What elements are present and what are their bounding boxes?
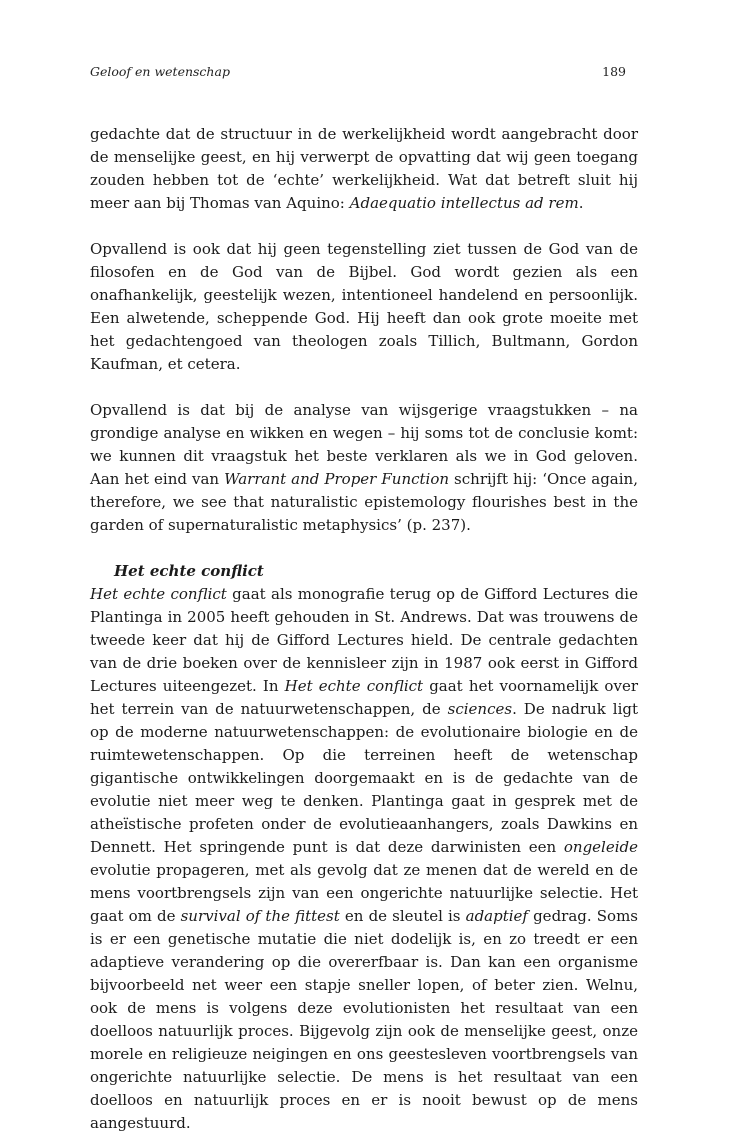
text-run: schrijft hij: ‘Once again, therefore, we see that naturalistic epistemology flourishes best in the garden of supernaturalistic metaphysics’ (p. 237). <box>90 470 638 534</box>
text-run: gedachte dat de structuur in de werkelijkheid wordt aangebracht door de menselijke geest, en hij verwerpt de opvatting dat wij geen toegang zouden hebben tot de ‘echte’ werkelijkheid. Wat dat betreft sluit hij meer aan bij Thomas van Aquino: <box>90 125 638 212</box>
italic-text-run: Adaequatio intellectus ad rem <box>349 194 579 212</box>
text-run: . De nadruk ligt op de moderne natuurwetenschappen: de evolutionaire biologie en de ruimtewetenschappen. Op die terreinen heeft de wetenschap gigantische ontwikkelingen doorgemaakt en is de gedachte van de evolutie niet meer weg te denken. Plantinga gaat in gesprek met de atheïstische profeten onder de evolutieaanhangers, zoals Dawkins en Dennett. Het springende punt is dat deze darwinisten een <box>90 700 638 856</box>
italic-text-run: Warrant and Proper Function <box>224 470 450 488</box>
text-run: Opvallend is ook dat hij geen tegenstelling ziet tussen de God van de filosofen en de God van de Bijbel. God wordt gezien als een onafhankelijk, geestelijk wezen, intentioneel handelend en persoonlijk. Een alwetende, scheppende God. Hij heeft dan ook grote moeite met het gedachtengoed van theologen zoals Tillich, Bultmann, Gordon Kaufman, et cetera. <box>90 240 638 373</box>
running-header <box>90 64 626 79</box>
paragraph-gap <box>90 537 638 560</box>
italic-text-run: ongeleide <box>563 838 638 856</box>
paragraph-2 <box>90 238 638 376</box>
italic-text-run: survival of the fittest <box>180 907 340 925</box>
page-number: 189 <box>602 64 626 79</box>
italic-text-run: sciences <box>447 700 513 718</box>
text-run: evolutie propageren, met als gevolg dat ze menen dat de wereld en de mens voortbrengsels zijn van een ongerichte natuurlijke selectie. Het gaat om de <box>90 861 638 925</box>
paragraph-1 <box>90 123 638 215</box>
paragraph-gap <box>90 376 638 399</box>
running-title: Geloof en wetenschap <box>90 64 230 79</box>
paragraph-gap <box>90 215 638 238</box>
section-heading: Het echte conflict <box>114 562 264 580</box>
text-run: gaat als monografie terug op de Gifford Lectures die Plantinga in 2005 heeft gehouden in St. Andrews. Dat was trouwens de tweede keer dat hij de Gifford Lectures hield. De centrale gedachten van de drie boeken over de kennisleer zijn in 1987 ook eerst in Gifford Lectures uiteengezet. In <box>90 585 638 695</box>
italic-text-run: Het echte conflict <box>90 585 227 603</box>
text-run: Opvallend is dat bij de analyse van wijsgerige vraagstukken – na grondige analyse en wikken en wegen – hij soms tot de conclusie komt: we kunnen dit vraagstuk het beste verklaren als we in God geloven. Aan het eind van <box>90 401 638 488</box>
body-text <box>90 123 638 1135</box>
text-run: en de sleutel is <box>339 907 466 925</box>
text-run: gaat het voornamelijk over het terrein van de natuurwetenschappen, de <box>90 677 638 718</box>
italic-text-run: adaptief <box>465 907 528 925</box>
italic-text-run: Het echte conflict <box>284 677 424 695</box>
paragraph-4 <box>90 583 638 1135</box>
text-run: . <box>578 194 584 212</box>
text-run: gedrag. Soms is er een genetische mutatie die niet dodelijk is, en zo treedt er een adaptieve verandering op die overerfbaar is. Dan kan een organisme bijvoorbeeld net weer een stapje sneller lopen, of beter zien. Welnu, ook de mens is volgens deze evolutionisten het resultaat van een doelloos natuurlijk proces. Bijgevolg zijn ook de menselijke geest, onze morele en religieuze neigingen en ons geestesleven voortbrengsels van ongerichte natuurlijke selectie. De mens is het resultaat van een doelloos en natuurlijk proces en er is nooit bewust op de mens aangestuurd. <box>90 907 638 1132</box>
paragraph-3 <box>90 399 638 537</box>
